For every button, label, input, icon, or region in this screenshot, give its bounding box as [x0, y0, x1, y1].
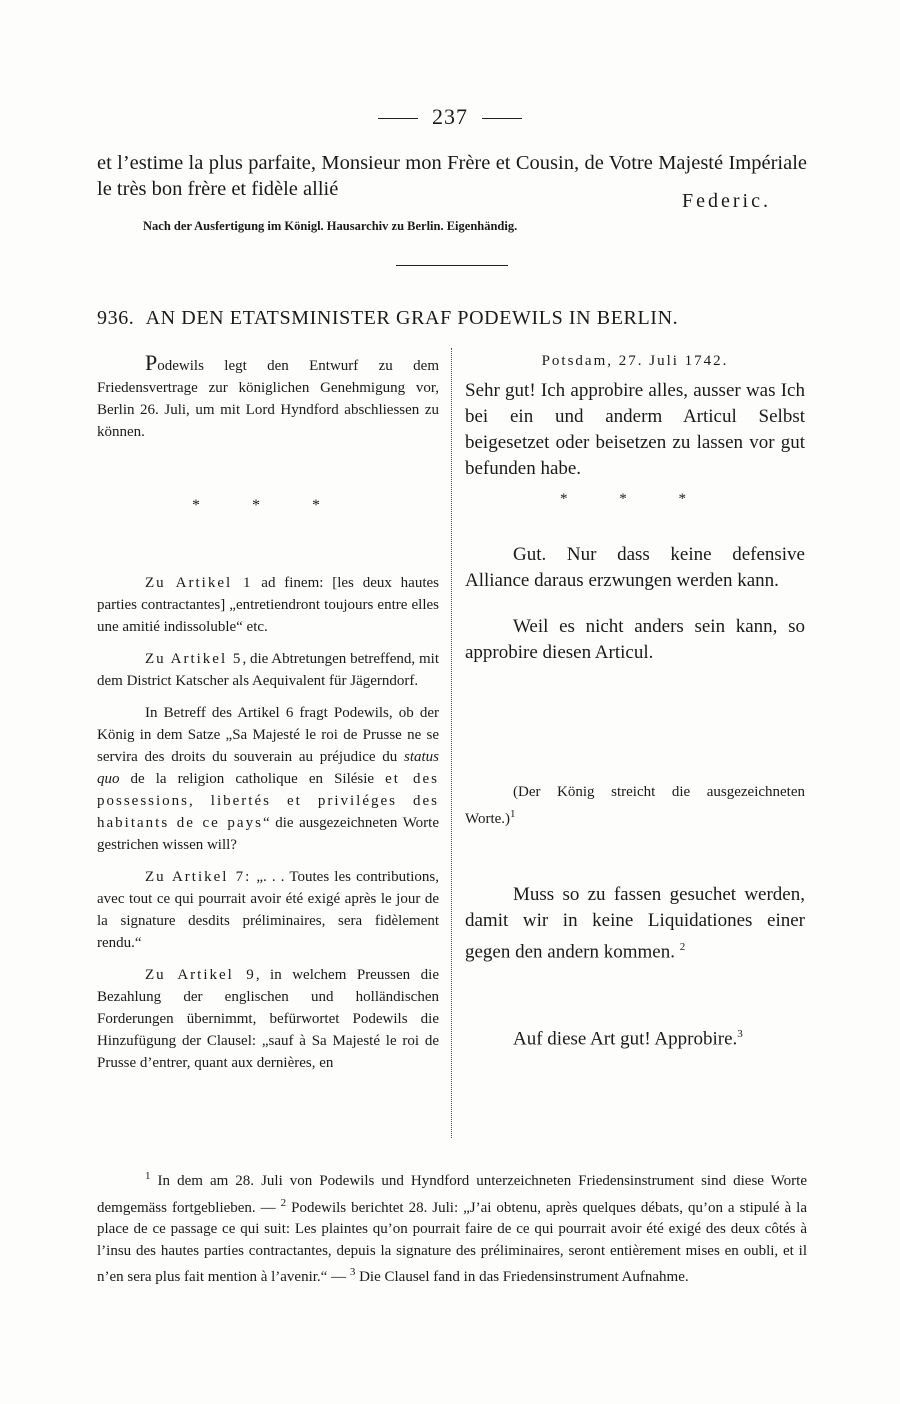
stars-right: * * * [560, 491, 710, 507]
document-heading [97, 307, 807, 330]
reply-article-9 [465, 1021, 805, 1052]
footnote-3-mark: 3 [349, 1266, 356, 1278]
stars-left: * * * [192, 497, 344, 514]
reply-article-9-text: Auf diese Art gut! Approbire. [513, 1028, 738, 1050]
source-note: Nach der Ausfertigung im Königl. Hausarchiv zu Berlin. Eigenhändig. [143, 219, 518, 233]
reply-article-5: Weil es nicht anders sein kann, so approbire diesen Articul. [465, 616, 805, 663]
section-separator [396, 265, 508, 266]
article-1-body: ad finem: [les deux hautes parties contractantes] „entretiendront toujours entre elles une amitié indissoluble“ etc. [97, 575, 440, 635]
reply-main: Sehr gut! Ich approbire alles, ausser was Ich bei ein und anderm Articul Selbst beigesetzet oder beisetzen zu lassen vor gut befunden habe. [465, 380, 805, 479]
reply-article-7 [465, 882, 805, 965]
article-5-body: , die Abtretungen betreffend, mit dem District Katscher als Aequivalent für Jägerndorf. [97, 651, 439, 689]
footnotes [97, 1166, 807, 1289]
article-7-body: „. . . Toutes les contributions, avec tout ce qui pourrait avoir été exigé après le jour de la signature desdits préliminaires, sera fidèlement rendu.“ [97, 869, 439, 951]
reply-article-6 [465, 781, 805, 830]
article-6-body-a: In Betreff des Artikel 6 fragt Podewils, ob der König in dem Satze „Sa Majesté le roi de Prusse ne se servira des droits du souverain au préjudice du [97, 705, 439, 765]
article-9-text [97, 964, 439, 1074]
page-number-dash-right [482, 118, 522, 119]
right-column [465, 348, 805, 1053]
article-9-label: Zu Artikel 9 [145, 967, 256, 983]
article-1-text [97, 572, 439, 638]
reply-article-6-text: (Der König streicht die ausgezeichneten Worte.) [465, 784, 805, 827]
footnote-mark-3: 3 [737, 1028, 743, 1041]
signature: Federic. [682, 190, 771, 212]
footnote-1-text: In dem am 28. Juli von Podewils und Hyndford unterzeichneten Friedensinstrument sind diese Worte demgemäss fortgeblieben. — [97, 1173, 807, 1216]
page-number [0, 104, 900, 130]
footnote-1-mark: 1 [145, 1170, 151, 1182]
dateline: Potsdam, 27. Juli 1742. [541, 353, 729, 369]
document-summary: Podewils legt den Entwurf zu dem Friedensvertrage zur königlichen Genehmigung vor, Berlin 26. Juli, um mit Lord Hyndford abschliessen zu können. [97, 350, 439, 440]
article-6-italic: status quo [97, 749, 439, 787]
article-7-label: Zu Artikel 7: [145, 869, 252, 885]
footnote-2-mark: 2 [280, 1196, 287, 1209]
article-6-text [97, 702, 439, 856]
footnote-mark-1: 1 [510, 808, 516, 820]
reply-article-1: Gut. Nur dass keine defensive Alliance daraus erzwungen werden kann. [465, 544, 805, 591]
footnote-3-text: Die Clausel fand in das Friedensinstrument Aufnahme. [359, 1269, 689, 1285]
left-column [97, 352, 439, 1074]
article-5-text [97, 648, 439, 692]
article-1-label: Zu Artikel 1 [145, 575, 253, 591]
footnote-mark-2: 2 [679, 941, 686, 953]
letter-closing: et l’estime la plus parfaite, Monsieur mon Frère et Cousin, de Votre Majesté Impériale le très bon frère et fidèle allié [97, 152, 807, 200]
page-number-dash-left [378, 118, 418, 119]
document-number: 936. [97, 307, 135, 329]
article-6-body-c: “ die ausgezeichneten Worte gestrichen wissen will? [97, 815, 440, 853]
column-divider [451, 348, 452, 1138]
page-number-text: 237 [432, 104, 468, 129]
article-6-body-b: de la religion catholique en Silésie [119, 771, 386, 787]
footnotes-text [97, 1166, 807, 1289]
document-title: AN DEN ETATSMINISTER GRAF PODEWILS IN BERLIN. [145, 307, 679, 329]
article-6-spaced: et des possessions, libertés et priviléges des habitants de ce pays [97, 771, 439, 831]
article-7-text [97, 866, 439, 954]
footnote-2-text: Podewils berichtet 28. Juli: „J’ai obtenu, après quelques débats, qu’on a stipulé à la place de ce passage ce qui suit: Les plaintes qu’on pourrait faire de ce qui pourrait avoir été exigé des deux côtés à l’insu des hautes parties contractantes, depuis la signature des préliminaires, seront entièrement mises en oubli, et il n’en sera plus fait mention à l’avenir.“ — [97, 1199, 808, 1285]
article-9-body: , in welchem Preussen die Bezahlung der englischen und holländischen Forderungen übernimmt, befürwortet Podewils die Hinzufügung der Clausel: „sauf à Sa Majesté le roi de Prusse d’entrer, quant aux dernières, en [97, 967, 439, 1071]
reply-article-7-text: Muss so zu fassen gesuchet werden, damit wir in keine Liquidationes einer gegen den andern kommen. [465, 884, 805, 963]
article-5-label: Zu Artikel 5 [145, 651, 243, 667]
